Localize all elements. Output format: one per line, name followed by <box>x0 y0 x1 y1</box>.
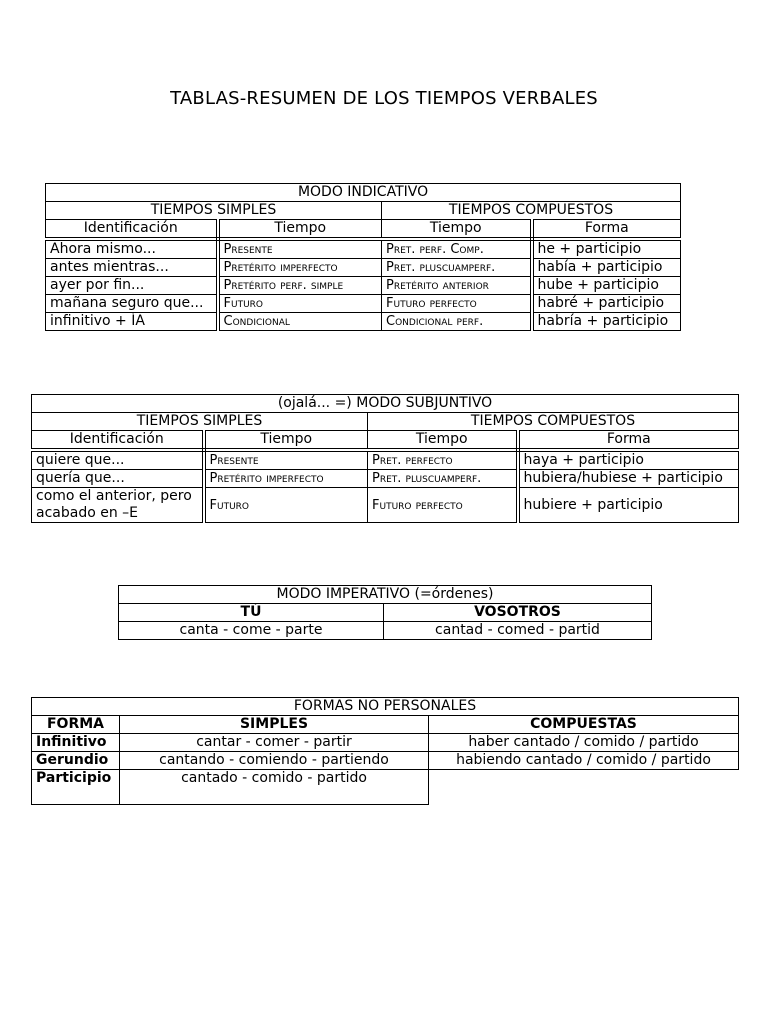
table-row <box>32 488 739 523</box>
imperativo-tu-value: canta - come - parte <box>119 622 384 640</box>
table-row <box>32 450 739 470</box>
col-tiempo: Tiempo <box>218 220 382 240</box>
row-tiempo: Pretérito imperfecto <box>204 470 368 488</box>
row-identificacion: quiere que... <box>32 450 204 470</box>
row-tiempo-compuesto: Futuro perfecto <box>382 295 532 313</box>
row-compuestas: habiendo cantado / comido / partido <box>429 752 739 770</box>
col-identificacion: Identificación <box>46 220 218 240</box>
subjuntivo-heading-title: MODO SUBJUNTIVO <box>356 395 493 411</box>
row-forma: había + participio <box>532 259 681 277</box>
row-tiempo: Pretérito imperfecto <box>218 259 382 277</box>
row-identificacion: como el anterior, pero acabado en –E <box>32 488 204 523</box>
imperativo-table <box>118 585 652 640</box>
row-identificacion: infinitivo + ÍA <box>46 313 218 331</box>
subjuntivo-table <box>31 394 739 523</box>
row-tiempo: Pretérito perf. simple <box>218 277 382 295</box>
row-tiempo: Condicional <box>218 313 382 331</box>
row-compuestas: haber cantado / comido / partido <box>429 734 739 752</box>
col-vosotros: VOSOTROS <box>384 604 652 622</box>
no-personales-table <box>31 697 739 805</box>
table-row <box>46 313 681 331</box>
row-tiempo-compuesto: Pret. perf. Comp. <box>382 239 532 259</box>
col-identificacion: Identificación <box>32 431 204 451</box>
col-forma: FORMA <box>32 716 120 734</box>
imperativo-heading <box>119 586 652 604</box>
row-tiempo-compuesto: Pret. pluscuamperf. <box>382 259 532 277</box>
row-tiempo-compuesto: Condicional perf. <box>382 313 532 331</box>
row-tiempo-compuesto: Futuro perfecto <box>368 488 518 523</box>
subjuntivo-compuestos-header: TIEMPOS COMPUESTOS <box>368 413 739 431</box>
row-tiempo-compuesto: Pret. perfecto <box>368 450 518 470</box>
table-row <box>119 622 652 640</box>
page-title: TABLAS-RESUMEN DE LOS TIEMPOS VERBALES <box>170 88 598 109</box>
imperativo-heading-title: MODO IMPERATIVO <box>276 586 411 602</box>
row-simples: cantando - comiendo - partiendo <box>120 752 429 770</box>
row-identificacion: quería que... <box>32 470 204 488</box>
imperativo-heading-suffix: (=órdenes) <box>414 586 494 602</box>
row-forma: habría + participio <box>532 313 681 331</box>
row-simples: cantar - comer - partir <box>120 734 429 752</box>
row-identificacion: Ahora mismo... <box>46 239 218 259</box>
row-compuestas-empty <box>429 770 739 805</box>
col-tiempo: Tiempo <box>204 431 368 451</box>
row-tiempo: Presente <box>218 239 382 259</box>
subjuntivo-heading <box>32 395 739 413</box>
row-forma: Infinitivo <box>32 734 120 752</box>
table-row <box>32 470 739 488</box>
row-identificacion: mañana seguro que... <box>46 295 218 313</box>
no-personales-heading: FORMAS NO PERSONALES <box>32 698 739 716</box>
row-simples: cantado - comido - partido <box>120 770 429 805</box>
col-tiempo-compuesto: Tiempo <box>382 220 532 240</box>
table-row <box>32 770 739 805</box>
table-row <box>32 734 739 752</box>
row-forma: habré + participio <box>532 295 681 313</box>
indicativo-simples-header: TIEMPOS SIMPLES <box>46 202 382 220</box>
col-forma: Forma <box>532 220 681 240</box>
row-identificacion: ayer por fin... <box>46 277 218 295</box>
indicativo-compuestos-header: TIEMPOS COMPUESTOS <box>382 202 681 220</box>
row-forma: haya + participio <box>518 450 739 470</box>
col-tiempo-compuesto: Tiempo <box>368 431 518 451</box>
row-tiempo-compuesto: Pret. pluscuamperf. <box>368 470 518 488</box>
table-row <box>32 752 739 770</box>
row-tiempo: Presente <box>204 450 368 470</box>
row-forma: Gerundio <box>32 752 120 770</box>
table-row <box>46 259 681 277</box>
row-forma: Participio <box>32 770 120 805</box>
subjuntivo-simples-header: TIEMPOS SIMPLES <box>32 413 368 431</box>
indicativo-table <box>45 183 681 331</box>
col-simples: SIMPLES <box>120 716 429 734</box>
row-identificacion: antes mientras... <box>46 259 218 277</box>
row-tiempo: Futuro <box>204 488 368 523</box>
row-forma: hubiera/hubiese + participio <box>518 470 739 488</box>
row-forma: hubiere + participio <box>518 488 739 523</box>
table-row <box>46 239 681 259</box>
row-forma: hube + participio <box>532 277 681 295</box>
table-row <box>46 277 681 295</box>
row-tiempo: Futuro <box>218 295 382 313</box>
indicativo-heading: MODO INDICATIVO <box>46 184 681 202</box>
row-forma: he + participio <box>532 239 681 259</box>
col-forma: Forma <box>518 431 739 451</box>
row-tiempo-compuesto: Pretérito anterior <box>382 277 532 295</box>
subjuntivo-heading-prefix: (ojalá... =) <box>277 395 352 411</box>
imperativo-vosotros-value: cantad - comed - partid <box>384 622 652 640</box>
table-row <box>46 295 681 313</box>
col-tu: TÚ <box>119 604 384 622</box>
col-compuestas: COMPUESTAS <box>429 716 739 734</box>
